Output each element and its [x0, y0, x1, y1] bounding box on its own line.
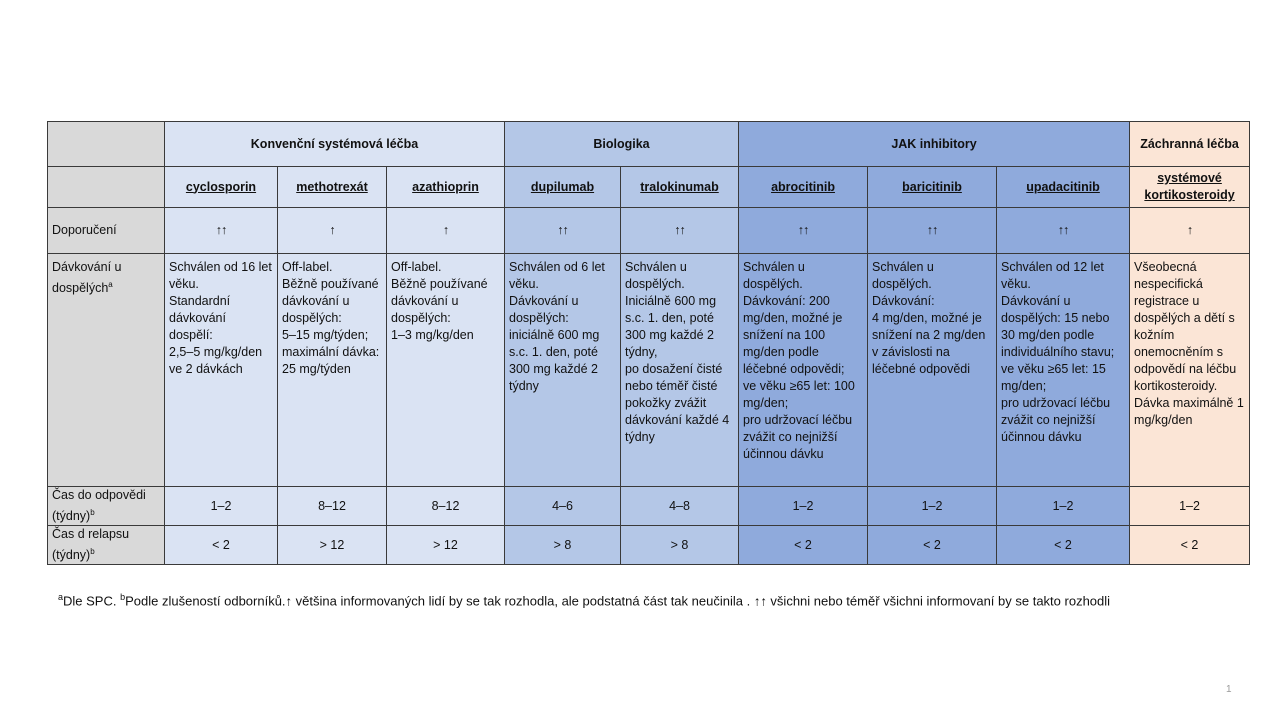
drug-dupilumab: dupilumab: [505, 167, 621, 208]
dosing-cell: Off-label. Běžně používané dávkování u dospělých: 1–3 mg/kg/den: [387, 254, 505, 487]
response-cell: 8–12: [387, 487, 505, 526]
group-header-row: [48, 122, 1250, 167]
drug-abrocitinib: abrocitinib: [739, 167, 868, 208]
dosing-label-text: Dávkování u dospělých: [52, 260, 122, 296]
relapse-cell: > 8: [505, 526, 621, 565]
footnote-one-arrow-text: většina informovaných lidí by se tak rozhodla, ale podstatná část tak neučinila .: [292, 593, 754, 609]
drug-methotrexat: methotrexát: [278, 167, 387, 208]
relapse-label-sup: b: [90, 547, 95, 557]
response-label: [48, 487, 165, 526]
recommendation-arrows: ↑↑: [621, 208, 739, 254]
relapse-cell: > 8: [621, 526, 739, 565]
relapse-label: [48, 526, 165, 565]
response-cell: 1–2: [997, 487, 1130, 526]
dosing-cell: Schválen od 6 let věku. Dávkování u dospělých: iniciálně 600 mg s.c. 1. den, poté 300 mg každé 2 týdny: [505, 254, 621, 487]
drug-steroids: systémové kortikosteroidy: [1130, 167, 1250, 208]
drug-cyclosporin: cyclosporin: [165, 167, 278, 208]
response-cell: 1–2: [1130, 487, 1250, 526]
drug-upadacitinib: upadacitinib: [997, 167, 1130, 208]
recommendation-arrows: ↑↑: [739, 208, 868, 254]
treatment-comparison-table: [47, 121, 1250, 565]
recommendation-arrows: ↑: [278, 208, 387, 254]
dosing-cell: Všeobecná nespecifická registrace u dospělých a dětí s kožním onemocněním s odpovědí na léčbu kortikosteroidy. Dávka maximálně 1 mg/kg/den: [1130, 254, 1250, 487]
response-label-text: Čas do odpovědi (týdny): [52, 488, 146, 524]
double-up-arrow-icon: ↑↑: [753, 593, 767, 609]
footnote-a-mark: a: [58, 592, 64, 602]
relapse-cell: < 2: [997, 526, 1130, 565]
dosing-cell: Schválen u dospělých. Iniciálně 600 mg s.c. 1. den, poté 300 mg každé 2 týdny, po dosažení čisté nebo téměř čisté pokožky zvážit dávkování každé 4 týdny: [621, 254, 739, 487]
response-cell: 1–2: [868, 487, 997, 526]
recommendation-arrows: ↑↑: [868, 208, 997, 254]
relapse-row: [48, 526, 1250, 565]
response-cell: 4–6: [505, 487, 621, 526]
recommendation-label: Doporučení: [48, 208, 165, 254]
response-label-sup: b: [90, 508, 95, 517]
dosing-label-sup: a: [108, 280, 113, 289]
dosing-cell: Schválen od 12 let věku. Dávkování u dospělých: 15 nebo 30 mg/den podle individuálního stavu; ve věku ≥65 let: 15 mg/den; pro udržovací léčbu zvážit co nejnižší účinnou dávku: [997, 254, 1130, 487]
group-conventional: Konvenční systémová léčba: [165, 122, 505, 167]
drug-header-row: [48, 167, 1250, 208]
page-number: 1: [1226, 684, 1232, 695]
relapse-cell: > 12: [278, 526, 387, 565]
footnote-b-mark: b: [120, 592, 126, 602]
response-cell: 8–12: [278, 487, 387, 526]
footnote-a-text: Dle SPC.: [63, 593, 121, 609]
relapse-cell: < 2: [739, 526, 868, 565]
group-biologics: Biologika: [505, 122, 739, 167]
group-rescue: Záchranná léčba: [1130, 122, 1250, 167]
relapse-cell: < 2: [1130, 526, 1250, 565]
response-cell: 1–2: [739, 487, 868, 526]
dosing-label: [48, 254, 165, 487]
dosing-cell: Schválen od 16 let věku. Standardní dávkování dospělí: 2,5–5 mg/kg/den ve 2 dávkách: [165, 254, 278, 487]
recommendation-arrows: ↑↑: [165, 208, 278, 254]
dosing-cell: Schválen u dospělých. Dávkování: 200 mg/den, možné je snížení na 100 mg/den podle léčebné odpovědi; ve věku ≥65 let: 100 mg/den; pro udržovací léčbu zvážit co nejnižší účinnou dávku: [739, 254, 868, 487]
dosing-cell: Off-label. Běžně používané dávkování u dospělých: 5–15 mg/týden; maximální dávka: 25 mg/týden: [278, 254, 387, 487]
dosing-cell: Schválen u dospělých. Dávkování: 4 mg/den, možné je snížení na 2 mg/den v závislosti na léčebné odpovědi: [868, 254, 997, 487]
drug-header-label-cell: [48, 167, 165, 208]
relapse-cell: < 2: [868, 526, 997, 565]
response-row: [48, 487, 1250, 526]
drug-tralokinumab: tralokinumab: [621, 167, 739, 208]
up-arrow-icon: ↑: [285, 593, 293, 609]
recommendation-arrows: ↑: [387, 208, 505, 254]
drug-baricitinib: baricitinib: [868, 167, 997, 208]
recommendation-arrows: ↑: [1130, 208, 1250, 254]
recommendation-row: [48, 208, 1250, 254]
relapse-label-text: Čas d relapsu (týdny): [52, 527, 130, 563]
footnote: [58, 592, 1110, 608]
recommendation-arrows: ↑↑: [997, 208, 1130, 254]
group-jak: JAK inhibitory: [739, 122, 1130, 167]
footnote-b-text: Podle zlušeností odborníků.: [125, 593, 286, 609]
dosing-row: [48, 254, 1250, 487]
drug-azathioprin: azathioprin: [387, 167, 505, 208]
recommendation-arrows: ↑↑: [505, 208, 621, 254]
corner-cell: [48, 122, 165, 167]
response-cell: 4–8: [621, 487, 739, 526]
response-cell: 1–2: [165, 487, 278, 526]
footnote-two-arrows-text: všichni nebo téměř všichni informovaní by se takto rozhodli: [766, 593, 1111, 609]
relapse-cell: > 12: [387, 526, 505, 565]
relapse-cell: < 2: [165, 526, 278, 565]
